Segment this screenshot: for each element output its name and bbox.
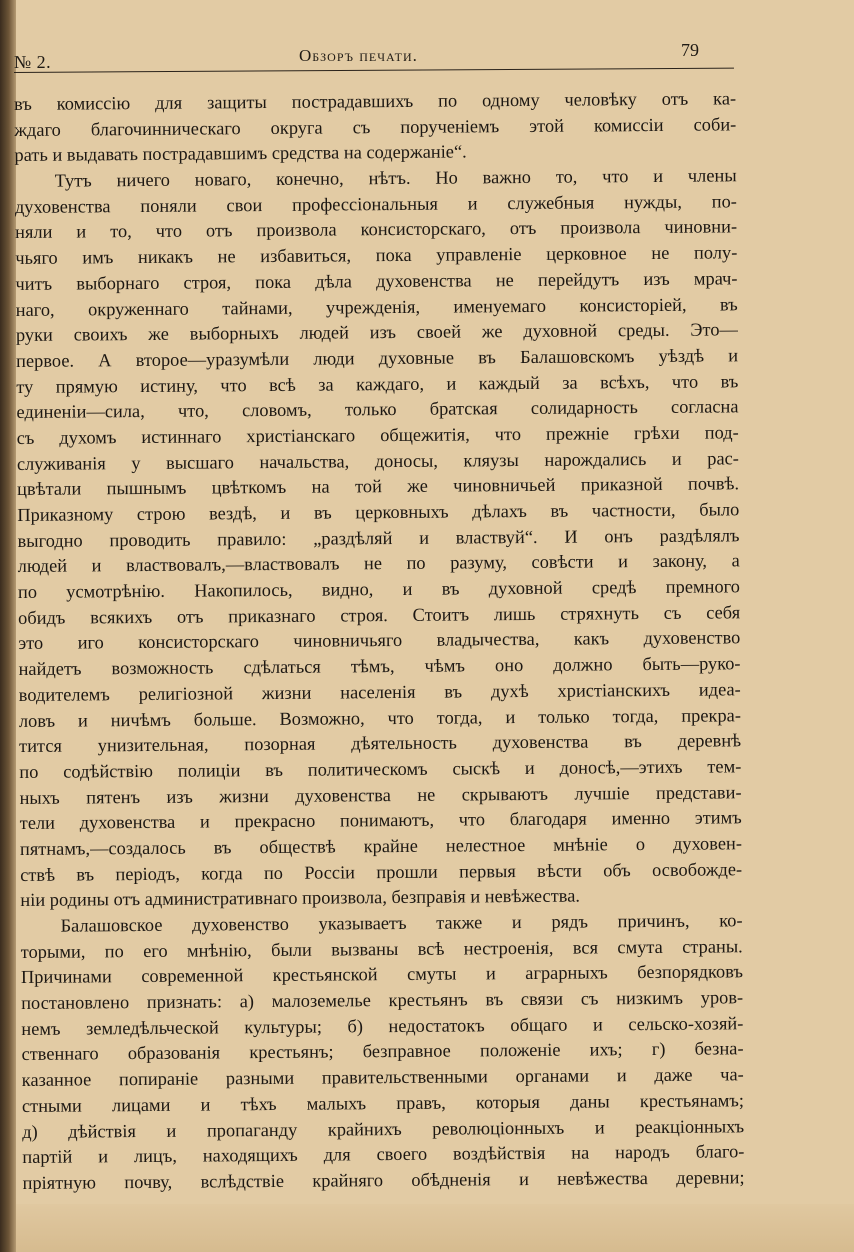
text-line: людей и властвовалъ,—властвовалъ не по разуму, совѣсти и закону, а	[17, 550, 740, 577]
text-line: найдетъ возможность сдѣлаться тѣмъ, чѣмъ оно должно быть—руко-	[18, 653, 741, 680]
text-line: торыми, по его мнѣнію, были вызваны всѣ нестроенія, вся смута страны.	[20, 935, 743, 962]
text-line: по усмотрѣнію. Накопилось, видно, и въ духовной средѣ премного	[17, 576, 740, 603]
text-line: стными лицами и тѣхъ малыхъ правъ, которыя даны крестьянамъ;	[21, 1090, 745, 1116]
text-line: цвѣтали пышнымъ цвѣткомъ на той же чиновничьей приказной почвѣ.	[17, 473, 740, 500]
text-line: съ духомъ истиннаго христіанскаго общежитія, что прежніе грѣхи под-	[16, 422, 739, 448]
text-line: духовенства поняли свои профессіональныя и служебныя нужды, по-	[14, 191, 737, 217]
text-line: няли и то, что отъ произвола консисторскаго, отъ произвола чиновни-	[15, 216, 738, 243]
text-line: постановлено признать: а) малоземелье крестьянъ въ связи съ низкимъ уров-	[21, 987, 744, 1014]
text-line: въ комиссію для защиты пострадавшихъ по одному человѣку отъ ка-	[14, 88, 737, 114]
page-bottom-margin	[16, 1204, 854, 1252]
text-line: рать и выдавать пострадавшимъ средства на содержаніе“.	[14, 141, 467, 166]
text-line: читъ выборнаго строя, пока дѣла духовенства не перейдутъ изъ мрач-	[15, 268, 738, 294]
text-line: служиванія у высшаго начальства, доносы, кляузы нарождались и рас-	[16, 447, 739, 474]
text-line: наго, окруженнаго тайнами, учрежденія, именуемаго консисторіей, въ	[15, 293, 738, 320]
page-number: 79	[681, 40, 699, 60]
text-line: казанное попираніе разными правительственными органами и даже ча-	[21, 1064, 744, 1091]
book-binding-shadow	[0, 0, 16, 1252]
text-line: Приказному строю вездѣ, и въ церковныхъ дѣлахъ въ частности, было	[17, 499, 740, 525]
text-line: Тутъ ничего новаго, конечно, нѣтъ. Но важно то, что и члены	[54, 165, 737, 191]
text-line: ствѣ въ періодъ, когда по Россіи прошли первыя вѣсти объ освобожде-	[20, 858, 743, 885]
running-header	[14, 40, 734, 74]
text-line: Причинами современной крестьянской смуты и аграрныхъ безпорядковъ	[20, 961, 744, 988]
text-line: водителемъ религіозной жизни населенія въ духѣ христіанскихъ идеа-	[18, 679, 741, 705]
text-line: Балашовское духовенство указываетъ также и рядъ причинъ, ко-	[60, 910, 743, 936]
issue-number: № 2.	[14, 52, 52, 72]
text-line: руки своихъ же выборныхъ людей изъ своей же духовной среды. Это—	[15, 319, 738, 346]
header-rule	[14, 68, 734, 73]
text-line: это иго консисторскаго чиновничьяго владычества, какъ духовенство	[18, 627, 741, 654]
text-line: первое. А второе—уразумѣли люди духовные въ Балашовскомъ уѣздѣ и	[16, 345, 739, 371]
text-line: чьяго имъ никакъ не избавиться, пока управленіе церковное не полу-	[15, 242, 738, 269]
text-line: тели духовенства и прекрасно понимаютъ, что благодаря именно этимъ	[19, 807, 742, 834]
text-line: пріятную почву, вслѣдствіе крайняго обѣдненія и невѣжества деревни;	[22, 1167, 745, 1193]
body-text	[14, 86, 745, 1196]
text-line: ждаго благочинническаго округа съ порученіемъ этой комиссіи соби-	[14, 114, 737, 140]
section-title: Обзоръ печати.	[299, 46, 418, 65]
text-line: партій и лицъ, находящихъ для своего воздѣйствія на народъ благо-	[22, 1141, 745, 1168]
text-line: немъ земледѣльческой культуры; б) недостатокъ общаго и сельско-хозяй-	[21, 1013, 744, 1039]
text-line: обидъ всякихъ отъ приказнаго строя. Стоитъ лишь стряхнуть съ себя	[18, 602, 741, 628]
text-line: д) дѣйствія и пропаганду крайнихъ революціонныхъ и реакціонныхъ	[22, 1115, 745, 1142]
text-line: тится унизительная, позорная дѣятельность духовенства въ деревнѣ	[19, 730, 742, 757]
text-line: по содѣйствію полиціи въ политическомъ сыскѣ и доносѣ,—этихъ тем-	[19, 756, 742, 782]
text-line: ту прямую истину, что всѣ за каждаго, и каждый за всѣхъ, что въ	[16, 370, 739, 397]
text-line: ныхъ пятенъ изъ жизни духовенства не скрываютъ лучшіе представи-	[19, 781, 742, 808]
text-line: ніи родины отъ административнаго произвола, безправія и невѣжества.	[20, 885, 580, 911]
text-line: ловъ и ничѣмъ больше. Возможно, что тогда, и только тогда, прекра-	[18, 704, 741, 731]
text-line: единеніи—сила, что, словомъ, только братская солидарность согласна	[16, 396, 739, 423]
text-line: ственнаго образованія крестьянъ; безправное положеніе ихъ; г) безна-	[21, 1038, 744, 1065]
text-line: выгодно проводить правило: „раздѣляй и властвуй“. И онъ раздѣлялъ	[17, 525, 740, 551]
text-line: пятнамъ,—создалось въ обществѣ крайне нелестное мнѣніе о духовен-	[19, 833, 743, 859]
